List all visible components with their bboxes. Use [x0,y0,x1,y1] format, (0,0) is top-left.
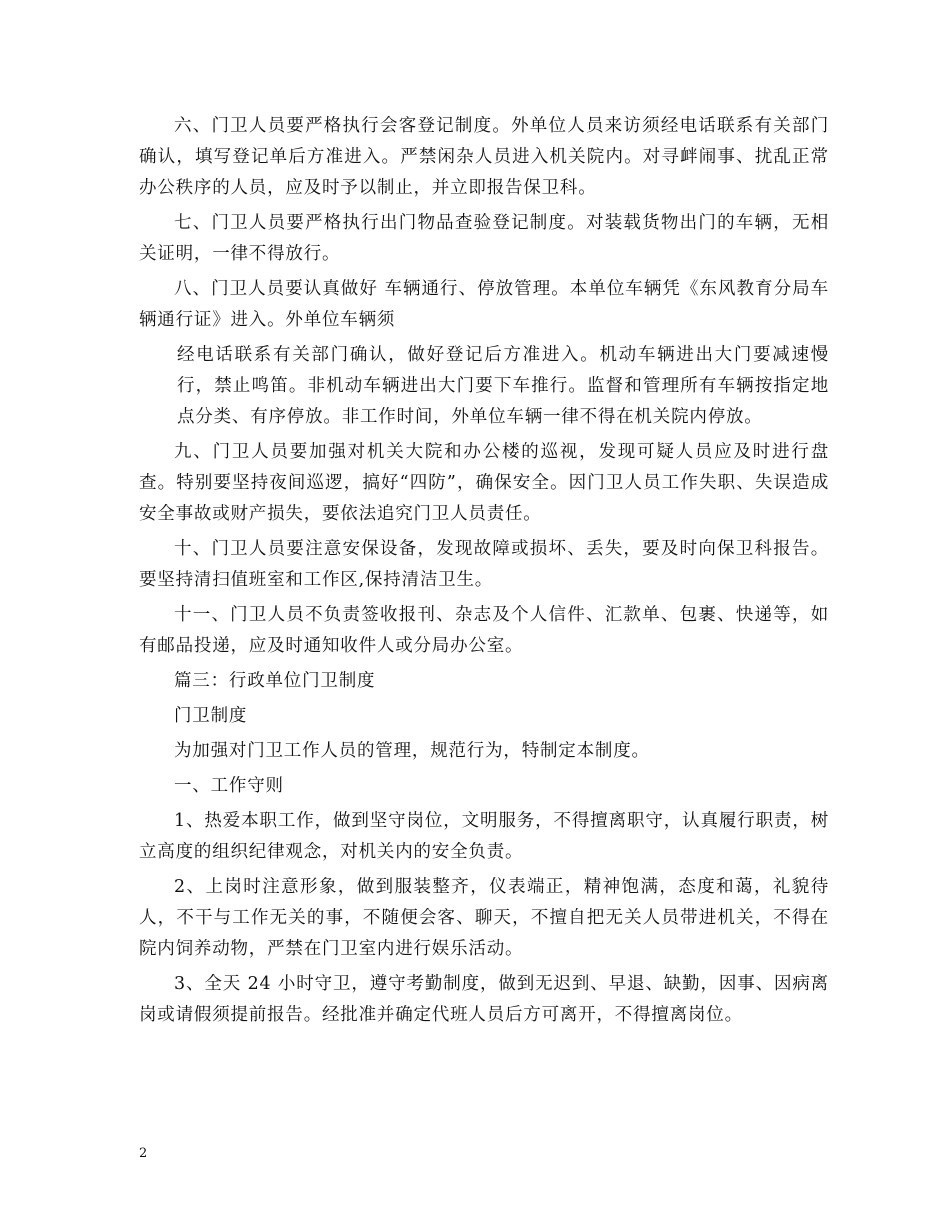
work-rule-2: 2、上岗时注意形象，做到服装整齐，仪表端正，精神饱满，态度和蔼，礼貌待人，不干与工作无关的事，不随便会客、聊天，不擅自把无关人员带进机关，不得在院内饲养动物，严禁在门卫室内进行娱乐活动。 [139,877,829,959]
work-rule-3: 3、全天 24 小时守卫，遵守考勤制度，做到无迟到、早退、缺勤，因事、因病离岗或请假须提前报告。经批准并确定代班人员后方可离开，不得擅离岗位。 [139,974,829,1025]
subsection-heading: 一、工作守则 [174,776,284,796]
work-rule-1: 1、热爱本职工作，做到坚守岗位，文明服务，不得擅离职守，认真履行职责，树立高度的组织纪律观念，对机关内的安全负责。 [139,811,829,862]
paragraph-rule-8-continued: 经电话联系有关部门确认，做好登记后方准进入。机动车辆进出大门要减速慢行，禁止鸣笛。非机动车辆进出大门要下车推行。监督和管理所有车辆按指定地点分类、有序停放。非工作时间，外单位车辆一律不得在机关院内停放。 [177,345,829,427]
paragraph-rule-8: 八、门卫人员要认真做好 车辆通行、停放管理。本单位车辆凭《东风教育分局车辆通行证》进入。外单位车辆须 [139,279,829,330]
paragraph-rule-7: 七、门卫人员要严格执行出门物品查验登记制度。对装载货物出门的车辆，无相关证明，一律不得放行。 [139,213,829,264]
page-number: 2 [139,1146,148,1161]
document-title: 门卫制度 [174,706,248,726]
paragraph-rule-10: 十、门卫人员要注意安保设备，发现故障或损坏、丢失，要及时向保卫科报告。要坚持清扫值班室和工作区,保持清洁卫生。 [139,539,829,590]
document-page [139,111,829,1035]
paragraph-rule-11: 十一、门卫人员不负责签收报刊、杂志及个人信件、汇款单、包裹、快递等，如有邮品投递，应及时通知收件人或分局办公室。 [139,605,829,656]
section-heading: 篇三：行政单位门卫制度 [174,671,376,691]
intro-paragraph: 为加强对门卫工作人员的管理，规范行为，特制定本制度。 [174,741,650,761]
paragraph-rule-9: 九、门卫人员要加强对机关大院和办公楼的巡视，发现可疑人员应及时进行盘查。特别要坚持夜间巡逻，搞好“四防”，确保安全。因门卫人员工作失职、失误造成安全事故或财产损失，要依法追究门卫人员责任。 [139,442,829,524]
paragraph-rule-6: 六、门卫人员要严格执行会客登记制度。外单位人员来访须经电话联系有关部门确认，填写登记单后方准进入。严禁闲杂人员进入机关院内。对寻衅闹事、扰乱正常办公秩序的人员，应及时予以制止，并立即报告保卫科。 [139,116,829,198]
